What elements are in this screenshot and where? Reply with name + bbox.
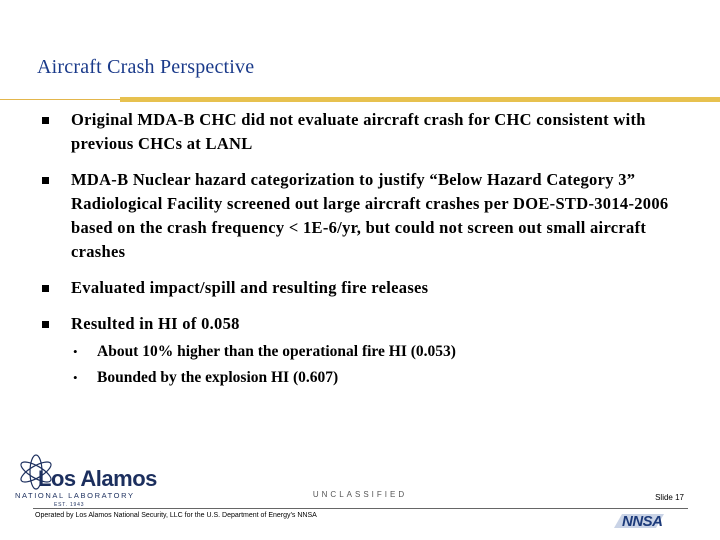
slide-number: Slide 17 (655, 493, 684, 502)
square-bullet-icon (42, 117, 49, 124)
nnsa-logo-text: NNSA (622, 513, 663, 530)
sub-bullet-text: Bounded by the explosion HI (0.607) (97, 369, 339, 386)
bullet-item (42, 168, 682, 264)
bullet-item (42, 312, 682, 336)
sub-bullet-text: About 10% higher than the operational fire HI (0.053) (97, 343, 456, 360)
nnsa-logo (614, 510, 686, 530)
slide-title: Aircraft Crash Perspective (37, 56, 255, 78)
square-bullet-icon (42, 177, 49, 184)
logo-subtitle: NATIONAL LABORATORY (15, 491, 135, 500)
sub-bullet-item (71, 366, 682, 390)
dot-bullet-icon: • (73, 370, 78, 385)
bullet-list (42, 108, 682, 400)
square-bullet-icon (42, 285, 49, 292)
square-bullet-icon (42, 321, 49, 328)
logo-name: Los Alamos (38, 466, 157, 491)
bullet-item (42, 276, 682, 300)
sub-bullet-item (71, 340, 682, 364)
title-divider (0, 97, 720, 102)
bullet-item (42, 108, 682, 156)
bullet-text: Resulted in HI of 0.058 (71, 314, 240, 333)
los-alamos-logo (14, 452, 157, 514)
bullet-text: Evaluated impact/spill and resulting fire releases (71, 278, 429, 297)
bullet-text: MDA-B Nuclear hazard categorization to justify “Below Hazard Category 3” Radiological Facility screened out large aircraft crashes per DOE-STD-3014-2006 based on the crash frequency < 1E-6/yr, but could not screen out small aircraft crashes (71, 170, 669, 261)
dot-bullet-icon: • (73, 344, 78, 359)
operated-by-text: Operated by Los Alamos National Security, LLC for the U.S. Department of Energy’s NNSA (35, 512, 317, 519)
logo-established: EST. 1943 (54, 502, 85, 508)
bullet-text: Original MDA-B CHC did not evaluate aircraft crash for CHC consistent with previous CHCs at LANL (71, 110, 646, 153)
classification-label: UNCLASSIFIED (312, 490, 408, 499)
footer-divider (33, 508, 688, 509)
